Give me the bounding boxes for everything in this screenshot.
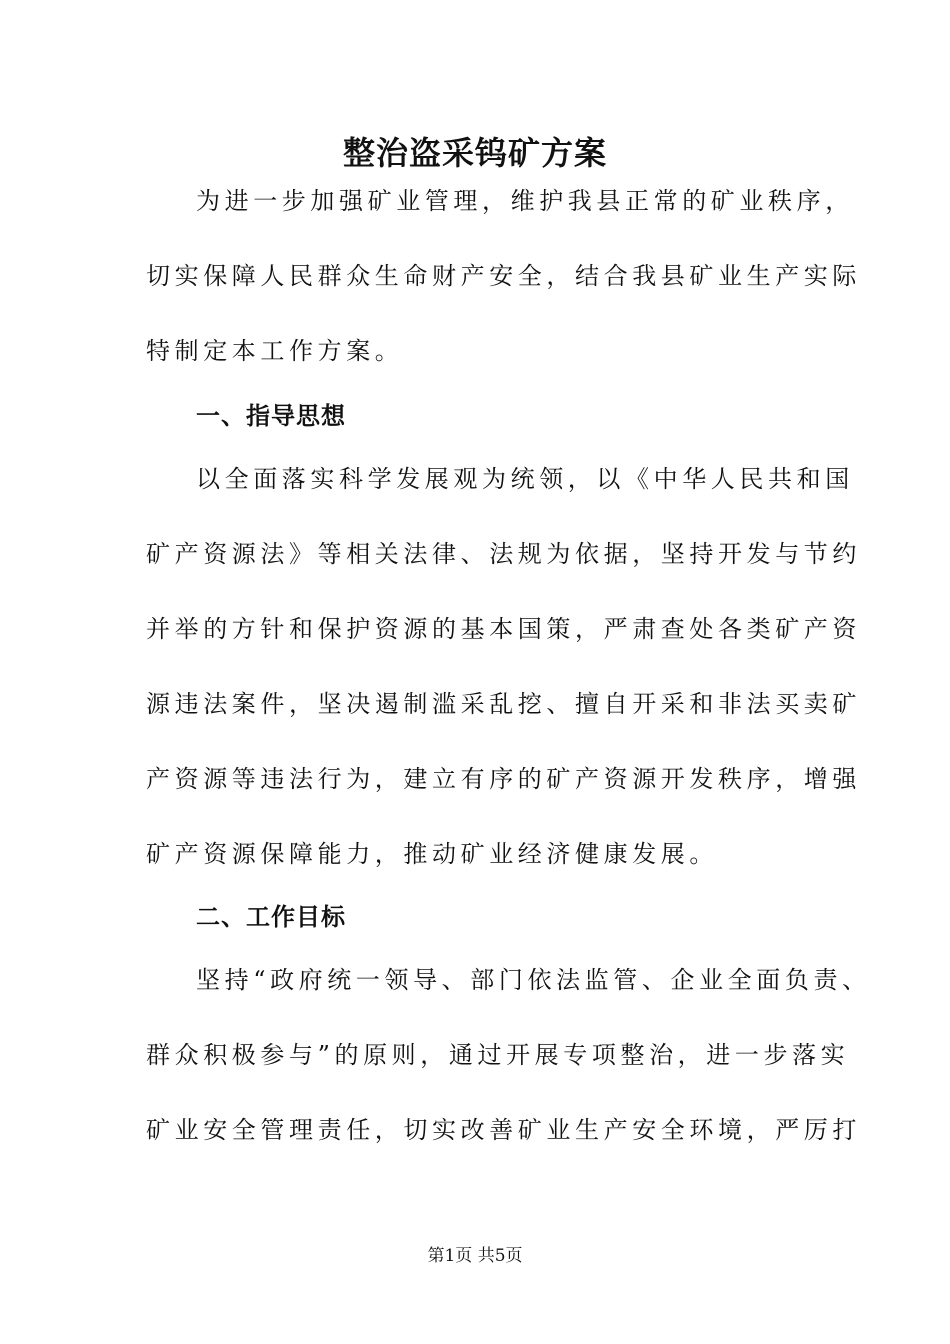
paragraph-line: 坚持“政府统一领导、部门依法监管、企业全面负责、 xyxy=(196,966,871,994)
paragraph-line: 产资源等违法行为，建立有序的矿产资源开发秩序，增强 xyxy=(146,765,861,793)
paragraph-line: 为进一步加强矿业管理，维护我县正常的矿业秩序， xyxy=(196,187,854,215)
paragraph-line: 以全面落实科学发展观为统领，以《中华人民共和国 xyxy=(196,465,854,493)
paragraph-line: 矿业安全管理责任，切实改善矿业生产安全环境，严厉打 xyxy=(146,1116,861,1144)
paragraph-line: 群众积极参与”的原则，通过开展专项整治，进一步落实 xyxy=(146,1041,850,1069)
paragraph-line: 源违法案件，坚决遏制滥采乱挖、擅自开采和非法买卖矿 xyxy=(146,690,861,718)
paragraph-line: 并举的方针和保护资源的基本国策，严肃查处各类矿产资 xyxy=(146,615,861,643)
paragraph-line: 切实保障人民群众生命财产安全，结合我县矿业生产实际 xyxy=(146,262,861,290)
paragraph-line: 特制定本工作方案。 xyxy=(146,337,404,365)
section-heading: 一、指导思想 xyxy=(196,402,346,430)
page-footer: 第1页 共5页 xyxy=(427,1246,523,1266)
document-title: 整治盗采钨矿方案 xyxy=(342,134,607,172)
paragraph-line: 矿产资源法》等相关法律、法规为依据，坚持开发与节约 xyxy=(146,540,861,568)
paragraph-line: 矿产资源保障能力，推动矿业经济健康发展。 xyxy=(146,840,718,868)
section-heading: 二、工作目标 xyxy=(196,903,346,931)
